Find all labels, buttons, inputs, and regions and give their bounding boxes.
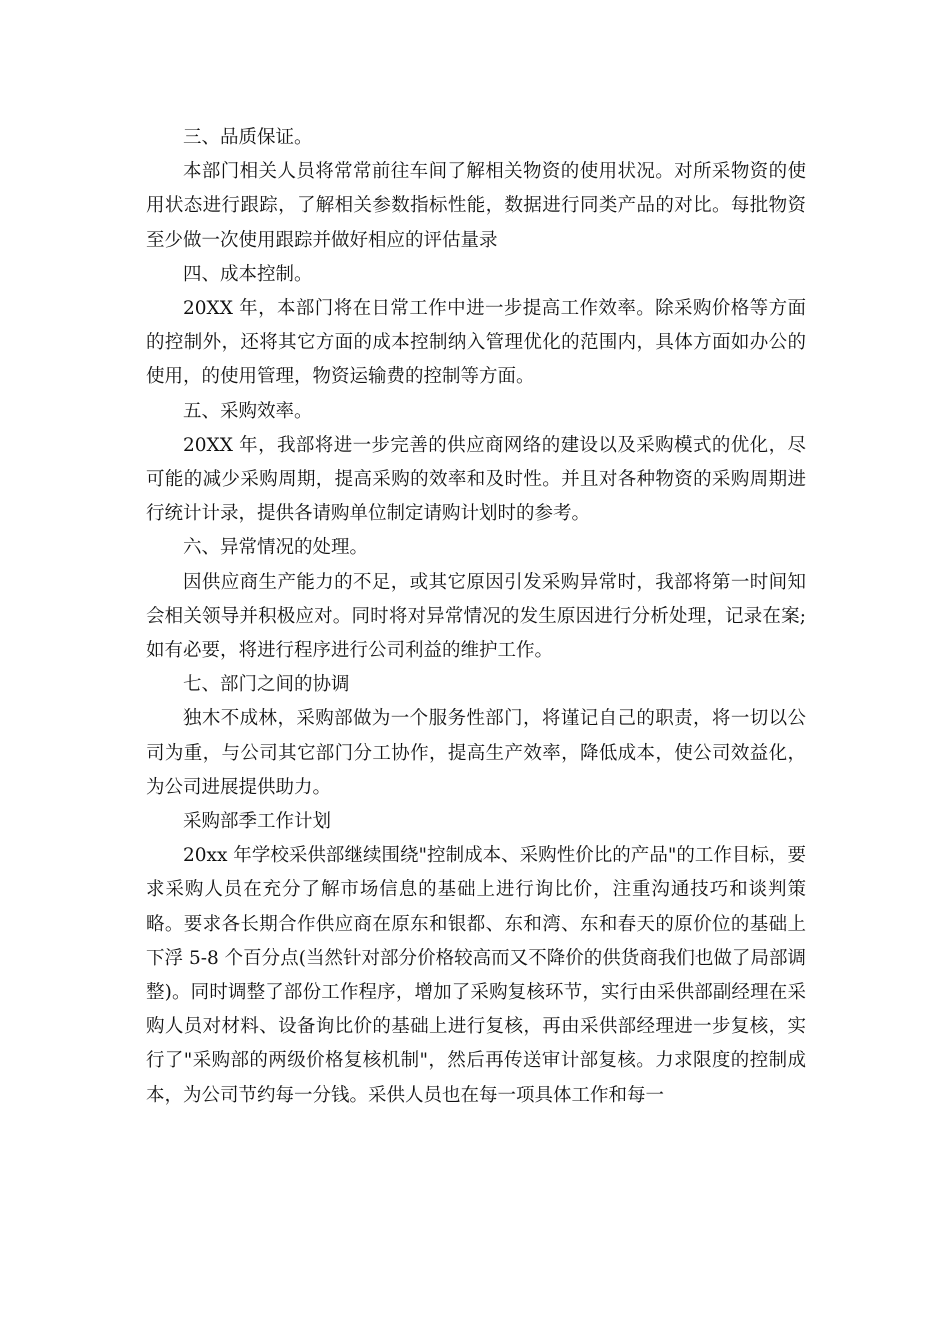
section-heading-exceptions: 六、异常情况的处理。 [183, 537, 369, 559]
section-heading-coordination: 七、部门之间的协调 [183, 674, 350, 696]
paragraph-coordination: 独木不成林，采购部做为一个服务性部门，将谨记自己的职责，将一切以公司为重，与公司其它部门分工协作，提高生产效率，降低成本，使公司效益化，为公司进展提供助力。 [146, 708, 806, 798]
paragraph-exceptions: 因供应商生产能力的不足，或其它原因引发采购异常时，我部将第一时间知会相关领导并积极应对。同时将对异常情况的发生原因进行分析处理，记录在案;如有必要，将进行程序进行公司利益的维护工作。 [146, 571, 806, 662]
paragraph-quality: 本部门相关人员将常常前往车间了解相关物资的使用状况。对所采物资的使用状态进行跟踪，了解相关参数指标性能，数据进行同类产品的对比。每批物资至少做一次使用跟踪并做好相应的评估量录 [146, 161, 806, 251]
section-heading-quarterly-plan: 采购部季工作计划 [183, 811, 332, 833]
paragraph-cost: 20XX 年，本部门将在日常工作中进一步提高工作效率。除采购价格等方面的控制外，还将其它方面的成本控制纳入管理优化的范围内，具体方面如办公的使用，的使用管理，物资运输费的控制等方面。 [146, 298, 806, 388]
document-page [146, 121, 806, 1113]
paragraph-quarterly-plan: 20xx 年学校采供部继续围绕"控制成本、采购性价比的产品"的工作目标，要求采购人员在充分了解市场信息的基础上进行询比价，注重沟通技巧和谈判策略。要求各长期合作供应商在原东和银都、东和湾、东和春天的原价位的基础上下浮 5-8 个百分点(当然针对部分价格较高而又不降价的供货商我们也做了局部调整)。同时调整了部份工作程序，增加了采购复核环节，实行由采供部副经理在采购人员对材料、设备询比价的基础上进行复核，再由采供部经理进一步复核，实行了"采购部的两级价格复核机制"，然后再传送审计部复核。力求限度的控制成本，为公司节约每一分钱。采供人员也在每一项具体工作和每一 [146, 845, 806, 1106]
paragraph-efficiency: 20XX 年，我部将进一步完善的供应商网络的建设以及采购模式的优化，尽可能的减少采购周期，提高采购的效率和及时性。并且对各种物资的采购周期进行统计计录，提供各请购单位制定请购计划时的参考。 [146, 434, 806, 525]
section-heading-quality: 三、品质保证。 [183, 127, 313, 148]
section-heading-efficiency: 五、采购效率。 [183, 400, 313, 422]
section-heading-cost: 四、成本控制。 [183, 263, 313, 285]
